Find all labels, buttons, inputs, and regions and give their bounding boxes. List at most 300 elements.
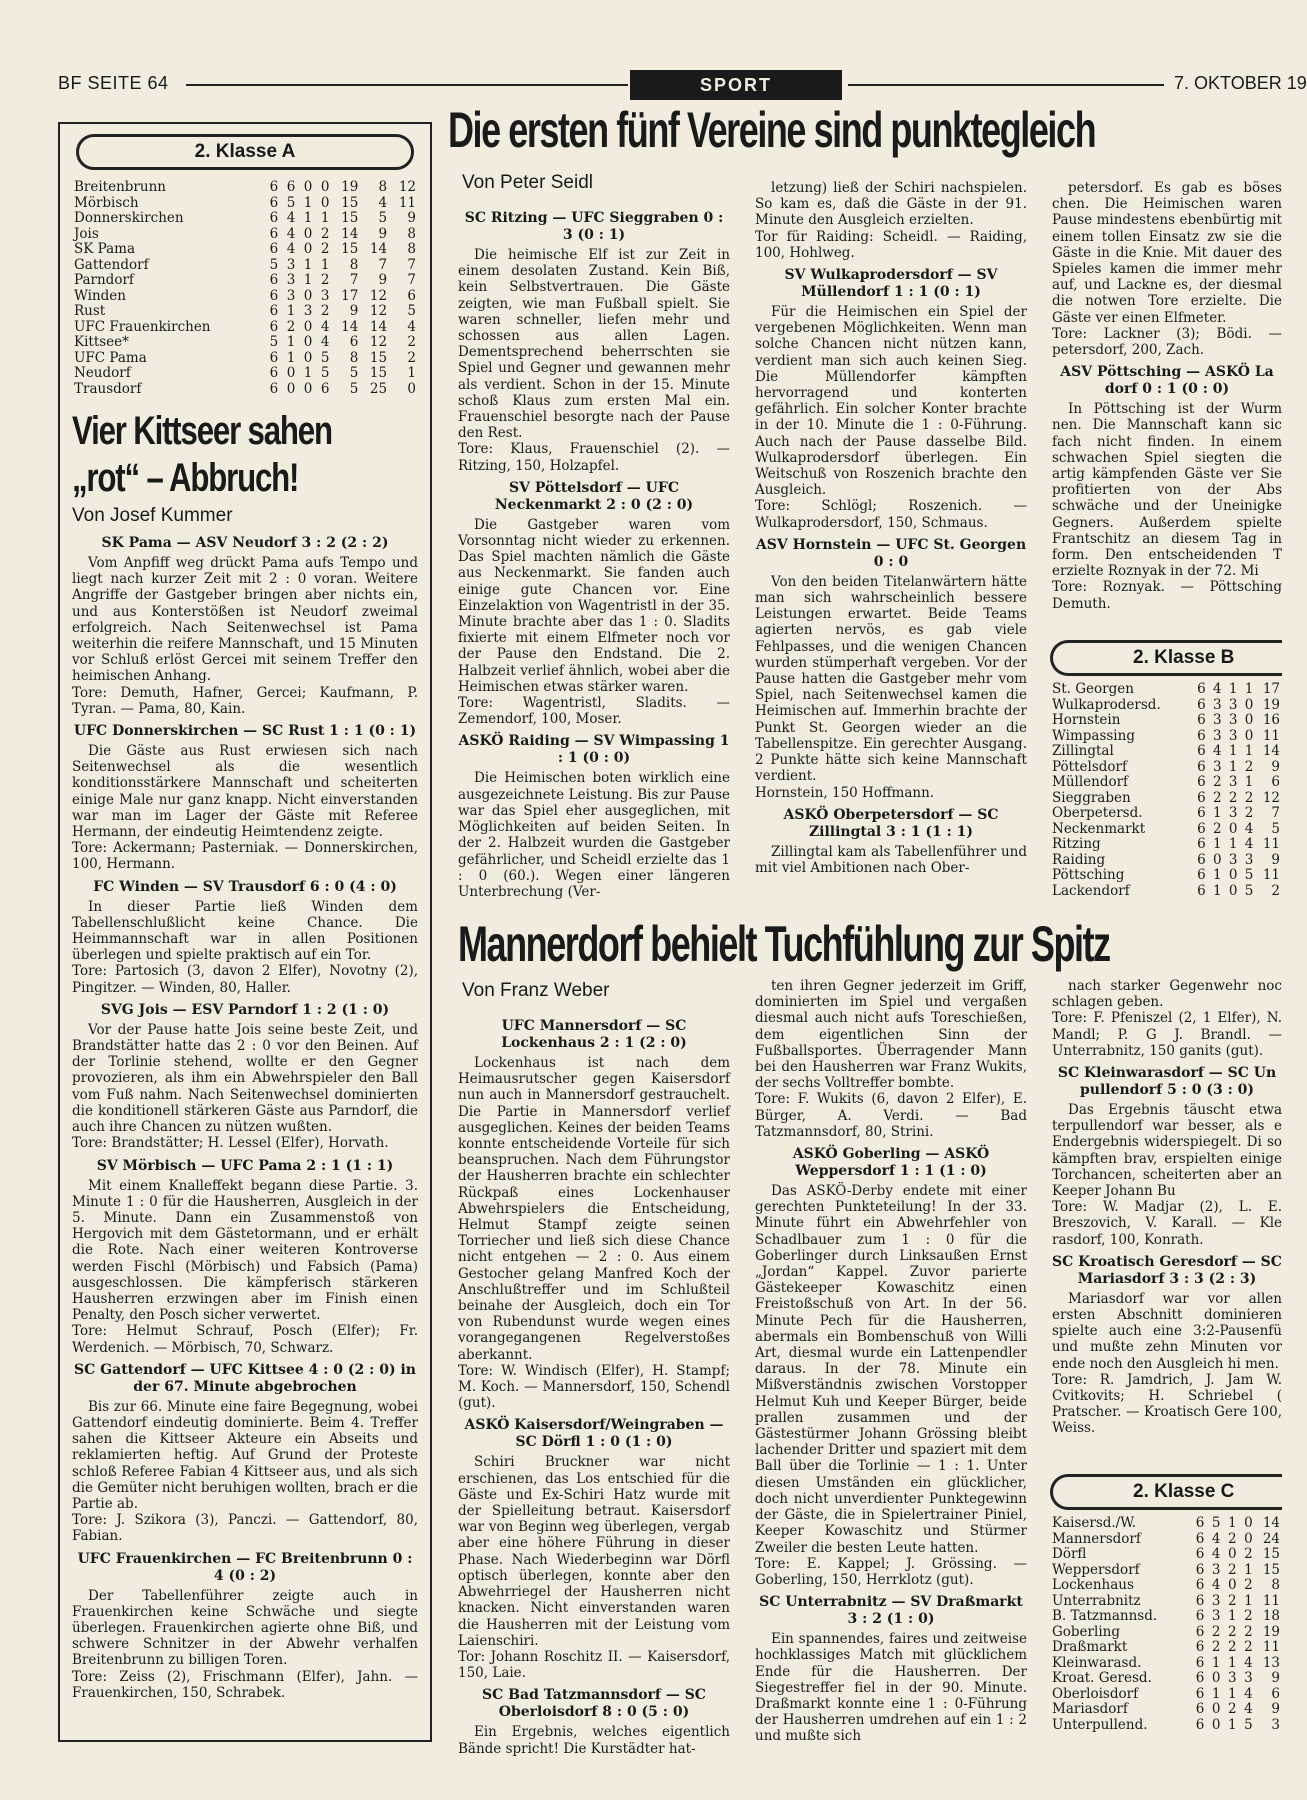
team-name: UFC Frauenkirchen [74,318,211,335]
stat-cell: 6 [1197,820,1206,837]
stat-cell: 6 [1197,882,1206,899]
match-report: Das ASKÖ-Derby endete mit einer gerechten Punkteteilung! In der 33. Minute führt ein Abwehrfehler von Schadlbauer zum 1 : 0 für die Goberlinger durch Linksaußen Ernst „Jordan“ Kappel. Zuvor parierte Gästekeeper Kowaschitz einen Freistoßschuß von Art. In der 56. Minute Pech für die Hausherren, abermals ein Bombenschuß von Willi Art, diesmal wurde ein Lattenpendler daraus. In der 78. Minute ein Mißverständnis zwischen Vorstopper Helmut Kuh und Keeper Bürger, beide prallen zusammen und der Gästestürmer Johann Grössing bleibt lachender Dritter und spaziert mit dem Ball über die Torlinie — 1 : 1. Unter diesen Umständen ein glücklicher, doch nicht unverdienter Punktegewinn der Gäste, die in Spielertrainer Piniel, Keeper Kowaschitz und Stürmer Zweiler die besten Leute hatten. [755,1183,1027,1556]
stat-cell: 0 [286,365,296,381]
stat-cell: 3 [1228,696,1238,713]
stat-cell: 2 [320,303,330,319]
stat-cell: 5 [1211,1515,1221,1531]
team-name: Kroat. Geresd. [1052,1670,1152,1686]
stat-cell: 19 [1262,1623,1280,1640]
stat-cell: 2 [1211,1623,1221,1640]
match-heading: SVG Jois — ESV Parndorf 1 : 2 (1 : 0) [100,1001,390,1018]
stat-cell: 6 [1195,1546,1205,1562]
standings-row [1050,1640,1282,1656]
team-name: Hornstein [1052,712,1121,728]
stat-cell: 1 [1228,743,1238,759]
team-name: Oberpetersd. [1052,805,1143,821]
stat-cell: 6 [269,210,279,226]
stat-cell: 0 [286,380,296,397]
match-scorers: Tor für Raiding: Scheidl. — Raiding, 100, Hohlweg. [755,228,1027,261]
stat-cell: 12 [369,334,388,350]
team-name: Oberloisdorf [1052,1685,1139,1702]
stat-cell: 14 [369,318,388,335]
match-report: petersdorf. Es gab es böses chen. Die Heimischen waren Pause mindestens ebenbürtig mit einem tollen Einsatz zw sie die Gäste in die Knie. Mit dauer des Spieles kamen die immer mehr auf, und Lackne es, der diesmal die notwen Tore erzielte. Die Gäste ver einen Elfmeter. [1052,180,1282,326]
stat-cell: 6 [269,225,279,242]
stat-cell: 6 [1195,1592,1205,1609]
stat-cell: 6 [269,303,279,319]
team-name: Mannersdorf [1052,1530,1141,1547]
match-scorers: Tore: Helmut Schrauf, Posch (Elfer); Fr. Werdenich. — Mörbisch, 70, Schwarz. [72,1323,418,1356]
match-scorers: Tore: Ackermann; Pasterniak. — Donnerskirchen, 100, Hermann. [72,840,418,873]
team-name: SK Pama [74,241,136,257]
match-scorers: Tore: R. Jamdrich, J. Jam W. Cvitkovits; H. Schriebel ( Pratscher. — Kroatisch Gere 100, Weiss. [1052,1371,1282,1437]
stat-cell: 6 [1197,805,1206,821]
match-scorers: Tore: W. Windisch (Elfer), H. Stampf; M. Koch. — Mannersdorf, 150, Schendl (gut). [458,1362,730,1412]
stat-cell: 3 [1244,1670,1253,1686]
stat-cell: 15 [369,349,388,366]
match-scorers: Tore: F. Pfeniszel (2, 1 Elfer), N. Mandl; P. G J. Brandl. — Unterrabnitz, 150 ganits (gut). [1052,1010,1282,1059]
stat-cell: 0 [1211,1701,1221,1717]
stat-cell: 16 [1262,712,1280,728]
standings-row [72,289,418,305]
stat-cell: 3 [286,287,296,304]
team-name: Dörfl [1052,1546,1087,1562]
klasse-b-table [1050,682,1282,899]
stat-cell: 4 [1213,743,1222,759]
stat-cell: 4 [286,241,296,257]
stat-cell: 4 [1244,836,1254,852]
match-report: In dieser Partie ließ Winden dem Tabellenschlußlicht keine Chance. Die Heimmannschaft war in allen Positionen überlegen und spielte praktisch auf ein Tor. [72,898,418,964]
art1-headline-line1: Vier Kittseer sahen [72,409,332,453]
stat-cell: 6 [269,318,279,335]
stat-cell: 6 [1197,712,1206,728]
stat-cell: 1 [1244,774,1254,790]
stat-cell: 6 [407,287,416,304]
stat-cell: 6 [1197,743,1206,759]
stat-cell: 25 [369,380,388,397]
stat-cell: 5 [286,194,296,211]
match-scorers: Tore: Demuth, Hafner, Gercei; Kaufmann, P. Tyran. — Pama, 80, Kain. [72,684,418,717]
stat-cell: 1 [1228,836,1238,852]
stat-cell: 1 [303,210,313,226]
stat-cell: 6 [269,349,279,366]
standings-row [1050,884,1282,900]
stat-cell: 4 [320,318,330,335]
stat-cell: 6 [1271,1685,1280,1702]
stat-cell: 1 [1211,1685,1221,1702]
match-report: Vom Anpfiff weg drückt Pama aufs Tempo und liegt nach kurzer Zeit mit 2 : 0 voran. Weitere Angriffe der Gastgeber bringen aber nichts ein, und aus Konterstößen ist Neudorf zweimal erfolgreich. Nach Seitenwechsel ist Pama weiterhin die reifere Mannschaft, und 15 Minuten vor Schluß erlöst Gercei mit seinem Treffer den heimischen Anhang. [72,555,418,685]
team-name: Donnerskirchen [74,210,184,226]
stat-cell: 0 [1228,1546,1237,1562]
team-name: Neckenmarkt [1052,820,1146,837]
klasse-a-title: 2. Klasse A [76,134,414,170]
match-heading: SC Unterrabnitz — SV Draßmarkt 3 : 2 (1 : 0) [759,1594,1023,1628]
stat-cell: 0 [1211,1716,1221,1733]
match-heading: ASKÖ Goberling — ASKÖ Weppersdorf 1 : 1 (1 : 0) [792,1146,990,1180]
stat-cell: 12 [369,287,388,304]
stat-cell: 2 [1228,1639,1237,1655]
standings-row [1050,1516,1282,1532]
art3-byline: Von Franz Weber [462,980,610,1001]
match-heading: SC Ritzing — UFC Sieggraben 0 : 3 (0 : 1) [464,210,724,243]
match-report: nach starker Gegenwehr noc schlagen geben. [1052,978,1282,1011]
standings-row [1050,1609,1282,1625]
klasse-c-table [1050,1516,1282,1733]
team-name: Mörbisch [74,194,139,211]
team-name: B. Tatzmannsd. [1052,1608,1158,1624]
team-name: Winden [74,287,126,304]
stat-cell: 1 [1211,1654,1221,1671]
stat-cell: 7 [1271,805,1280,821]
stat-cell: 8 [407,241,416,257]
stat-cell: 2 [1244,758,1254,775]
stat-cell: 12 [1262,789,1280,806]
stat-cell: 3 [1213,727,1222,744]
page-header [58,70,1307,100]
stat-cell: 0 [1244,712,1254,728]
stat-cell: 6 [269,272,279,288]
stat-cell: 0 [1228,1577,1237,1593]
art3-column-3 [1052,978,1282,1468]
standings-row [72,382,418,398]
stat-cell: 6 [1197,789,1206,806]
stat-cell: 6 [1195,1530,1205,1547]
team-name: Unterpullend. [1052,1716,1148,1733]
left-column-box [58,122,432,1742]
standings-row [1050,1594,1282,1610]
stat-cell: 9 [407,210,416,226]
stat-cell: 5 [1271,820,1280,837]
stat-cell: 2 [1213,789,1222,806]
stat-cell: 1 [286,334,296,350]
stat-cell: 0 [407,380,416,397]
stat-cell: 1 [1228,1685,1237,1702]
stat-cell: 15 [1262,1546,1280,1562]
match-scorers: Tore: Roznyak. — Pöttsching Demuth. [1052,579,1282,612]
standings-row [72,211,418,227]
stat-cell: 2 [1228,1623,1237,1640]
stat-cell: 6 [1197,681,1206,697]
standings-row [72,227,418,243]
stat-cell: 6 [1195,1623,1205,1640]
standings-row [1050,837,1282,853]
stat-cell: 2 [407,334,416,350]
match-scorers: Tore: W. Madjar (2), L. E. Breszovich, V. Karall. — Kle rasdorf, 100, Konrath. [1052,1199,1282,1248]
match-report: Die Gastgeber waren vom Vorsonntag nicht wieder zu erkennen. Das Spiel machten nämlich die Gäste aus Neckenmarkt. Sie fanden auch einige gute Chancen vor. Eine Einzelaktion von Wagentristl in der 35. Minute brachte aber das 1 : 0. Sladits fixierte mit einem Elfmeter noch vor der Pause den Endstand. Die 2. Halbzeit verlief ähnlich, wobei aber die Heimischen etwas stärker waren. [458,516,730,695]
stat-cell: 9 [1271,851,1280,868]
stat-cell: 15 [1262,1561,1280,1578]
issue-date: 7. OKTOBER 19 [1174,73,1307,93]
art3-headline: Mannerdorf behielt Tuchfühlung zur Spitz [458,916,1110,972]
stat-cell: 1 [1228,1515,1237,1531]
match-scorers: Tore: Klaus, Frauenschiel (2). — Ritzing, 150, Holzapfel. [458,441,730,474]
team-name: Wulkaprodersd. [1052,696,1161,713]
match-heading: ASKÖ Kaisersdorf/Weingraben — SC Dörfl 1 : 0 (1 : 0) [464,1417,724,1451]
team-name: Neudorf [74,365,131,381]
art2-byline: Von Peter Seidl [462,172,593,193]
team-name: Zillingtal [1052,743,1114,759]
klasse-b-box [1050,640,1282,910]
match-heading: ASV Pöttsching — ASKÖ La dorf 0 : 1 (0 : 0) [1060,364,1274,398]
match-report: Der Tabellenführer zeigte auch in Frauenkirchen keine Schwäche und siegte überlegen. Frauenkirchen agierte ohne Biß, und schwere Schnitzer in der Abwehr verhalfen Breitenbrunn zu billigen Toren. [72,1587,418,1669]
stat-cell: 1 [286,303,296,319]
stat-cell: 5 [407,303,416,319]
match-scorers: Tore: J. Szikora (3), Panczi. — Gattendorf, 80, Fabian. [72,1512,418,1545]
stat-cell: 6 [1195,1577,1205,1593]
stat-cell: 7 [349,272,359,288]
match-report: Die Gäste aus Rust erwiesen sich nach Seitenwechsel als die wesentlich konditionsstärkere Mannschaft und scheiterten einige Male nur ganz knapp. Nicht einverstanden war man im Lager der Gäste mit Referee Hermann, der eindeutig Heimtendenz zeigte. [72,743,418,841]
stat-cell: 15 [341,194,359,211]
stat-cell: 8 [349,256,359,273]
match-report: Lockenhaus ist nach dem Heimausrutscher gegen Kaisersdorf nun auch in Mannersdorf gestrauchelt. Die Partie in Mannersdorf verlief ausgeglichen. Keines der beiden Teams konnte entscheidende Vorteile für sich beanspruchen. Nach dem Führungstor der Hausherren brachte ein schlechter Rückpaß eines Lockenhauser Abwehrspielers die Entscheidung, Helmut Stampf zeigte seinen Torriecher und ließ sich diese Chance nicht entgehen — 2 : 0. Aus einem Gestocher gelang Manfred Koch der Anschlußtreffer und im Schlußteil beinahe der Ausgleich, doch ein Tor von Rubendunst wurde wegen eines vorangegangenen Regelverstoßes aberkannt. [458,1055,730,1363]
stat-cell: 6 [1197,774,1206,790]
klasse-b-title: 2. Klasse B [1050,640,1282,676]
team-name: Goberling [1052,1623,1120,1640]
stat-cell: 5 [320,349,330,366]
team-name: Raiding [1052,851,1106,868]
stat-cell: 2 [1244,1639,1253,1655]
stat-cell: 0 [303,349,313,366]
stat-cell: 6 [269,241,279,257]
stat-cell: 1 [1228,1608,1237,1624]
stat-cell: 7 [378,256,388,273]
stat-cell: 0 [303,241,313,257]
stat-cell: 8 [349,349,359,366]
stat-cell: 1 [1244,1592,1253,1609]
stat-cell: 6 [1195,1515,1205,1531]
match-heading: SV Pöttelsdorf — UFC Neckenmarkt 2 : 0 (2 : 0) [494,479,694,513]
standings-row [1050,682,1282,698]
stat-cell: 4 [407,318,416,335]
header-rule-left [186,84,628,86]
stat-cell: 14 [341,225,359,242]
stat-cell: 19 [1262,696,1280,713]
team-name: Müllendorf [1052,774,1129,790]
standings-row [1050,1563,1282,1579]
team-name: Kleinwarasd. [1052,1654,1142,1671]
standings-row [1050,822,1282,838]
stat-cell: 9 [1271,1670,1280,1686]
team-name: Wimpassing [1052,727,1135,744]
stat-cell: 11 [1262,836,1280,852]
stat-cell: 7 [407,256,416,273]
stat-cell: 2 [1244,805,1254,821]
match-scorers: Hornstein, 150 Hoffmann. [755,784,935,801]
stat-cell: 17 [1262,681,1280,697]
match-heading: FC Winden — SV Trausdorf 6 : 0 (4 : 0) [93,878,397,895]
team-name: UFC Pama [74,349,147,366]
standings-row [1050,1656,1282,1672]
stat-cell: 8 [1271,1577,1280,1593]
stat-cell: 1 [1228,758,1238,775]
stat-cell: 4 [1244,1685,1253,1702]
stat-cell: 11 [1262,1639,1280,1655]
standings-row [72,180,418,196]
stat-cell: 6 [1195,1701,1205,1717]
match-report: ten ihren Gegner jederzeit im Griff, dominierten im Spiel und vergaßen diesmal auch nicht aufs Toreschießen, dem eigentlichen Sinn der Fußballsportes. Überragender Mann bei den Hausherren war Franz Wukits, der sechs Volltreffer bombte. [755,978,1027,1092]
stat-cell: 0 [303,334,313,350]
standings-row [1050,1578,1282,1594]
match-scorers: Tore: E. Kappel; J. Grössing. — Goberling, 150, Herrklotz (gut). [755,1555,1027,1588]
stat-cell: 2 [286,318,296,335]
stat-cell: 1 [1244,743,1254,759]
stat-cell: 3 [1244,851,1254,868]
stat-cell: 1 [1213,867,1222,883]
stat-cell: 3 [1211,1608,1221,1624]
stat-cell: 1 [286,349,296,366]
stat-cell: 3 [286,272,296,288]
match-report: Die heimische Elf ist zur Zeit in einem desolaten Zustand. Kein Biß, kein Selbstvertrauen. Die Gäste zeigten, wie man Fußball spielt. Sie waren schneller, liefen mehr und schossen aus allen Lagen. Dementsprechend beherrschten sie Spiel und Gegner und gewannen mehr als verdient. Schon in der 15. Minute schoß Klaus zum ersten Mal ein. Frauenschiel besorgte nach der Pause den Rest. [458,247,730,442]
standings-row [1050,853,1282,869]
stat-cell: 6 [1197,851,1206,868]
stat-cell: 0 [1244,1515,1253,1531]
team-name: Rust [74,303,106,319]
team-name: Trausdorf [74,380,142,397]
stat-cell: 6 [1195,1654,1205,1671]
stat-cell: 6 [269,380,279,397]
match-heading: ASKÖ Oberpetersdorf — SC Zillingtal 3 : 1 (1 : 1) [783,806,999,840]
stat-cell: 8 [378,179,388,195]
stat-cell: 5 [269,334,279,350]
stat-cell: 2 [1244,1623,1253,1640]
standings-row [72,320,418,336]
standings-row [1050,868,1282,884]
team-name: Jois [74,225,99,242]
standings-row [1050,729,1282,745]
stat-cell: 11 [398,194,416,211]
stat-cell: 0 [1228,820,1238,837]
stat-cell: 6 [269,179,279,195]
match-scorers: Tore: Wagentristl, Sladits. — Zemendorf, 100, Moser. [458,695,730,728]
match-report: Ein Ergebnis, welches eigentlich Bände spricht! Die Kurstädter hat- [458,1724,730,1757]
stat-cell: 4 [1211,1577,1221,1593]
stat-cell: 1 [1213,805,1222,821]
stat-cell: 4 [1213,681,1222,697]
team-name: St. Georgen [1052,681,1134,697]
stat-cell: 2 [407,349,416,366]
standings-row [1050,806,1282,822]
stat-cell: 1 [1228,1716,1237,1733]
stat-cell: 6 [1195,1561,1205,1578]
team-name: Sieggraben [1052,789,1131,806]
match-heading: SC Kroatisch Geresdorf — SC Mariasdorf 3 : 3 (2 : 3) [1052,1253,1282,1287]
stat-cell: 19 [341,179,359,195]
stat-cell: 6 [1195,1639,1205,1655]
stat-cell: 0 [1244,727,1254,744]
stat-cell: 14 [1262,1515,1280,1531]
stat-cell: 2 [1228,1561,1237,1578]
standings-row [1050,775,1282,791]
team-name: Draßmarkt [1052,1639,1128,1655]
stat-cell: 3 [1213,712,1222,728]
standings-row [72,258,418,274]
stat-cell: 17 [341,287,359,304]
stat-cell: 0 [320,179,330,195]
stat-cell: 6 [1195,1685,1205,1702]
art3-column-2 [755,978,1027,1792]
standings-row [1050,760,1282,776]
stat-cell: 4 [286,210,296,226]
match-scorers: Tore: F. Wukits (6, davon 2 Elfer), E. Bürger, A. Verdi. — Bad Tatzmannsdorf, 80, Strini. [755,1091,1027,1140]
match-report: Mit einem Knalleffekt begann diese Partie. 3. Minute 1 : 0 für die Hausherren, Ausgleich in der 5. Minute. Dann ein Zusammenstoß von Hergovich mit dem Gästetormann, und er erhält die Rote. Nach einer weiteren Kontroverse werden Fischl (Mörbisch) und Fabsich (Pama) ausgeschlossen. Die kämpferisch stärkeren Hausherren erzwingen aber im Finish einen Penalty, den Posch sicher verwertet. [72,1177,418,1324]
stat-cell: 2 [1213,774,1222,790]
stat-cell: 0 [1228,867,1238,883]
stat-cell: 24 [1262,1530,1280,1547]
stat-cell: 3 [1228,1670,1237,1686]
page-number: BF SEITE 64 [58,73,169,93]
stat-cell: 3 [320,287,330,304]
stat-cell: 0 [303,380,313,397]
stat-cell: 4 [378,194,388,211]
stat-cell: 14 [1262,743,1280,759]
stat-cell: 3 [1228,712,1238,728]
stat-cell: 14 [369,241,388,257]
match-heading: SC Gattendorf — UFC Kittsee 4 : 0 (2 : 0) in der 67. Minute abgebrochen [74,1361,416,1395]
stat-cell: 3 [1213,696,1222,713]
stat-cell: 11 [1262,867,1280,883]
header-rule-right [848,84,1164,86]
team-name: Pöttsching [1052,867,1125,883]
stat-cell: 0 [303,318,313,335]
standings-row [72,366,418,382]
stat-cell: 1 [1244,681,1254,697]
match-scorers: Tore: Partosich (3, davon 2 Elfer), Novotny (2), Pingitzer. — Winden, 80, Haller. [72,963,418,996]
team-name: Breitenbrunn [74,179,166,195]
stat-cell: 5 [378,210,388,226]
stat-cell: 5 [349,365,359,381]
match-report: Das Ergebnis täuscht etwa terpullendorf war besser, als e Endergebnis widerspiegelt. Di so kämpften brav, erspielten einige Torchancen, scheiterten aber an Keeper Johann Bu [1052,1102,1282,1200]
match-report: Zillingtal kam als Tabellenführer und mit viel Ambitionen nach Ober- [755,843,1027,876]
match-report: In Pöttsching ist der Wurm nen. Die Mannschaft kann sic fach nicht finden. In einem schwachen Spiel siegten die artig kämpfenden Gäste ver Sie profitierten von der Abs schwäche und der Uneinigke Gegners. Außerdem spielte Frantschitz an diesem Tag in form. Den entscheidenden T erzielte Roznyak in der 72. Mi [1052,401,1282,580]
match-heading: SK Pama — ASV Neudorf 3 : 2 (2 : 2) [101,535,389,551]
section-label: SPORT [630,70,842,100]
stat-cell: 15 [341,210,359,226]
stat-cell: 6 [1197,758,1206,775]
match-report: Die Heimischen boten wirklich eine ausgezeichnete Leistung. Bis zur Pause war das Spiel eher ausgeglichen, mit Möglichkeiten auf beiden Seiten. In der 2. Halbzeit wurden die Gastgeber gefährlicher, und Scheidl erzielte das 1 : 0 (60.). Wegen einer längeren Unterbrechung (Ver- [458,770,730,900]
stat-cell: 4 [286,225,296,242]
match-report: Bis zur 66. Minute eine faire Begegnung, wobei Gattendorf eindeutig dominierte. Beim 4. Treffer sahen die Kittseer Akteure ein Abseits und reklamierten heftig. Auf Grund der Proteste schloß Referee Fabian 4 Kittseer aus, und als sich die Gemüter nicht beruhigen wollten, brach er die Partie ab. [72,1398,418,1512]
stat-cell: 2 [1244,1608,1253,1624]
match-heading: SV Mörbisch — UFC Pama 2 : 1 (1 : 1) [96,1157,394,1174]
match-report: Vor der Pause hatte Jois seine beste Zeit, und Brandstätter hatte das 2 : 0 vor den Beinen. Auf der Torlinie stehend, wollte er den Gegner provozieren, als ihm ein Abwehrspieler den Ball vom Fuß nahm. Nach Seitenwechsel dominierten die konditionell stärkeren Gäste aus Parndorf, die auch ihre Chancen zu nützen wußten. [72,1021,418,1136]
standings-row [1050,1687,1282,1703]
stat-cell: 0 [303,287,313,304]
stat-cell: 1 [1228,1654,1237,1671]
stat-cell: 1 [1228,681,1238,697]
stat-cell: 1 [320,210,330,226]
stat-cell: 2 [320,225,330,242]
stat-cell: 2 [1244,1546,1253,1562]
standings-row [72,196,418,212]
stat-cell: 3 [1211,1592,1221,1609]
stat-cell: 15 [369,365,388,381]
stat-cell: 2 [1228,789,1238,806]
match-scorers: Tore: Lackner (3); Bödi. — petersdorf, 200, Zach. [1052,325,1282,359]
stat-cell: 5 [349,380,359,397]
stat-cell: 6 [1195,1608,1205,1624]
team-name: Kaisersd./W. [1052,1515,1137,1531]
stat-cell: 0 [1228,882,1238,899]
stat-cell: 2 [1244,1577,1253,1593]
stat-cell: 6 [320,380,330,397]
stat-cell: 11 [1262,727,1280,744]
stat-cell: 6 [269,365,279,381]
team-name: Ritzing [1052,836,1101,852]
stat-cell: 6 [1195,1670,1205,1686]
team-name: Gattendorf [74,256,149,273]
standings-row [1050,1532,1282,1548]
stat-cell: 5 [1244,1716,1253,1733]
stat-cell: 12 [369,303,388,319]
